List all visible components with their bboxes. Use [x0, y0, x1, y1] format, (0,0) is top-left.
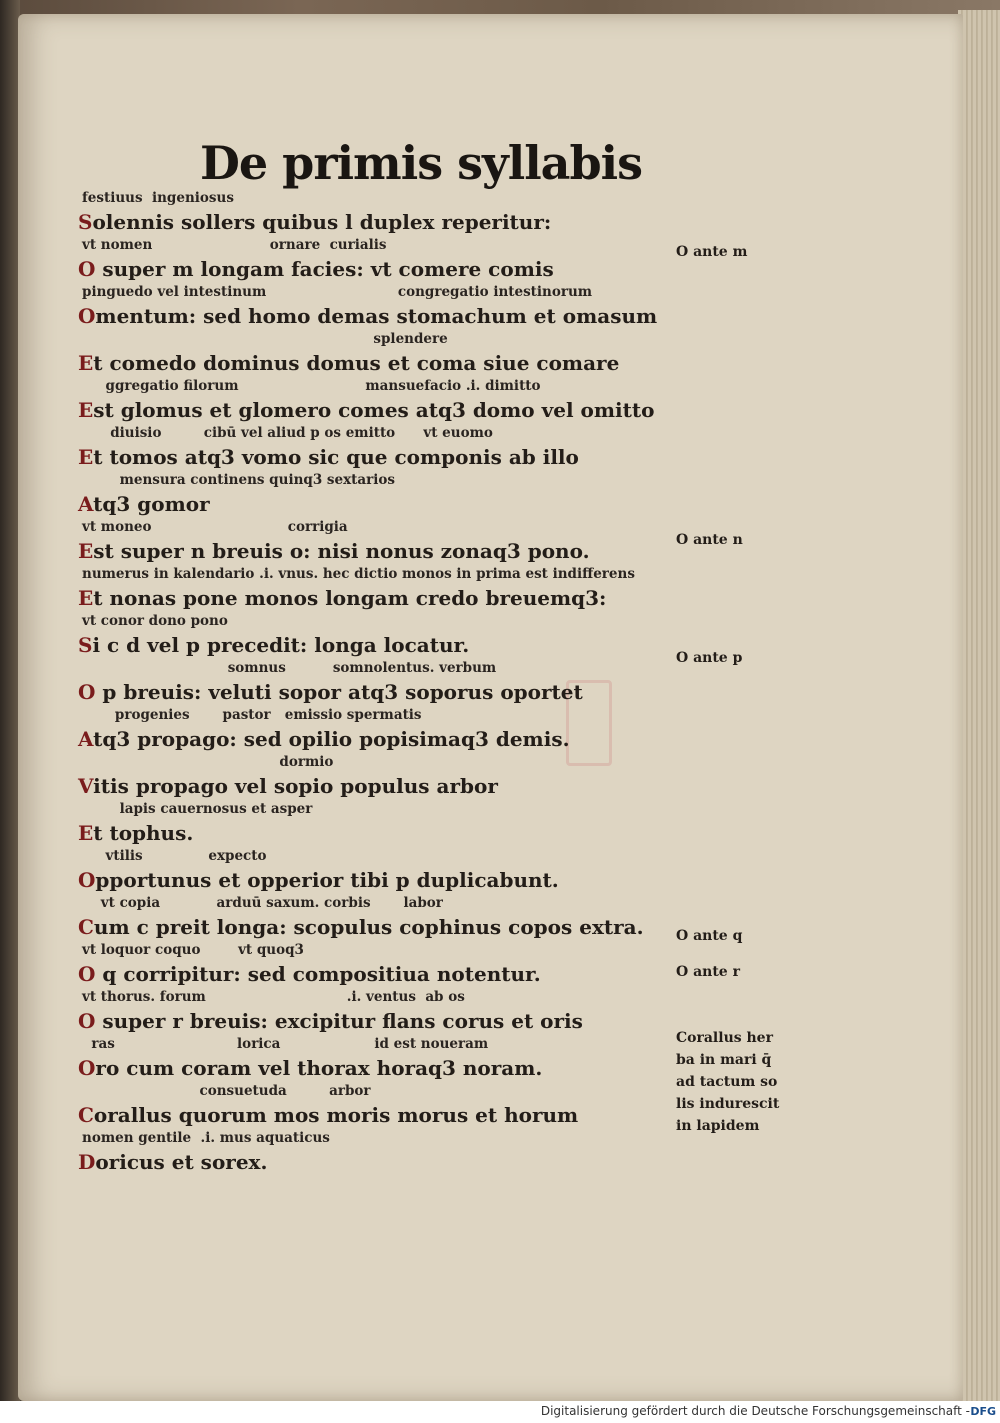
line-text: ro cum coram vel thorax horaq3 noram. — [95, 1056, 543, 1080]
line-text: splendere — [82, 331, 448, 347]
dfg-logo: DFG — [970, 1405, 996, 1418]
line-text: somnus somnolentus. verbum — [82, 660, 497, 676]
margin-note: in lapidem — [676, 1118, 760, 1134]
gloss-line — [82, 895, 443, 911]
verse-line — [78, 304, 657, 328]
page-title: De primis syllabis — [200, 136, 643, 190]
line-text: vt copia arduū saxum. corbis labor — [82, 895, 443, 911]
verse-line — [78, 586, 606, 610]
line-text: orallus quorum mos moris morus et horum — [93, 1103, 579, 1127]
margin-note: ad tactum so — [676, 1074, 778, 1090]
gloss-line — [82, 190, 234, 206]
line-text: st super n breuis o: nisi nonus zonaq3 pono. — [93, 539, 590, 563]
line-text: mentum: sed homo demas stomachum et omasum — [95, 304, 658, 328]
line-text: tq3 propago: sed opilio popisimaq3 demis. — [93, 727, 570, 751]
gloss-line — [82, 613, 228, 629]
line-text: pportunus et opperior tibi p duplicabunt. — [95, 868, 559, 892]
gloss-line — [82, 519, 348, 535]
verse-line — [78, 257, 554, 281]
verse-line — [78, 492, 210, 516]
line-text: p breuis: veluti sopor atq3 soporus oportet — [95, 680, 583, 704]
line-text: t tomos atq3 vomo sic que componis ab illo — [93, 445, 579, 469]
initial-letter: V — [78, 774, 94, 798]
initial-letter: E — [78, 821, 94, 845]
line-text: festiuus ingeniosus — [82, 190, 234, 206]
gloss-line — [82, 1036, 488, 1052]
line-text: progenies pastor emissio spermatis — [82, 707, 422, 723]
initial-letter: O — [78, 257, 96, 281]
verse-line — [78, 821, 193, 845]
line-text: numerus in kalendario .i. vnus. hec dictio monos in prima est indifferens — [82, 566, 635, 582]
margin-note: ba in mari q̄ — [676, 1052, 772, 1068]
margin-note: Corallus her — [676, 1030, 773, 1046]
initial-letter: E — [78, 586, 94, 610]
gloss-line — [82, 942, 304, 958]
verse-line — [78, 1150, 267, 1174]
initial-letter: O — [78, 304, 96, 328]
verse-line — [78, 774, 498, 798]
verse-line — [78, 868, 559, 892]
gloss-line — [82, 237, 386, 253]
gloss-line — [82, 1083, 371, 1099]
verse-line — [78, 1056, 542, 1080]
line-text: tq3 gomor — [93, 492, 210, 516]
gloss-line — [82, 378, 541, 394]
gloss-line — [82, 989, 465, 1005]
initial-letter: C — [78, 915, 94, 939]
initial-letter: E — [78, 539, 94, 563]
line-text: super r breuis: excipitur flans corus et oris — [95, 1009, 583, 1033]
verse-line — [78, 1009, 583, 1033]
line-text: lapis cauernosus et asper — [82, 801, 313, 817]
line-text: vt nomen ornare curialis — [82, 237, 387, 253]
line-text: consuetuda arbor — [82, 1083, 371, 1099]
initial-letter: S — [78, 633, 93, 657]
line-text: i c d vel p precedit: longa locatur. — [92, 633, 470, 657]
verse-line — [78, 539, 590, 563]
line-text: vt loquor coquo vt quoq3 — [82, 942, 304, 958]
line-text: ggregatio filorum mansuefacio .i. dimitto — [82, 378, 541, 394]
verse-line — [78, 962, 541, 986]
line-text: t nonas pone monos longam credo breuemq3: — [93, 586, 607, 610]
line-text: st glomus et glomero comes atq3 domo vel omitto — [93, 398, 655, 422]
line-text: vtilis expecto — [82, 848, 267, 864]
gloss-line — [82, 801, 312, 817]
page-edges — [958, 10, 1000, 1402]
margin-note: O ante r — [676, 964, 740, 980]
verse-line — [78, 633, 469, 657]
gloss-line — [82, 848, 267, 864]
initial-letter: A — [78, 727, 94, 751]
line-text: pinguedo vel intestinum congregatio intestinorum — [82, 284, 593, 300]
line-text: oricus et sorex. — [95, 1150, 268, 1174]
verse-line — [78, 445, 579, 469]
verse-line — [78, 210, 551, 234]
margin-note: O ante q — [676, 928, 743, 944]
line-text: vt thorus. forum .i. ventus ab os — [82, 989, 465, 1005]
initial-letter: O — [78, 680, 96, 704]
line-text: q corripitur: sed compositiua notentur. — [95, 962, 541, 986]
gloss-line — [82, 660, 496, 676]
verse-line — [78, 351, 619, 375]
gloss-line — [82, 566, 635, 582]
initial-letter: O — [78, 1009, 96, 1033]
line-text: vt conor dono pono — [82, 613, 228, 629]
line-text: um c preit longa: scopulus cophinus copos extra. — [93, 915, 644, 939]
initial-letter: C — [78, 1103, 94, 1127]
gloss-line — [82, 754, 333, 770]
line-text: vt moneo corrigia — [82, 519, 348, 535]
initial-letter: S — [78, 210, 93, 234]
gloss-line — [82, 425, 493, 441]
margin-note: O ante n — [676, 532, 743, 548]
margin-note: lis indurescit — [676, 1096, 780, 1112]
verse-line — [78, 915, 644, 939]
initial-letter: E — [78, 351, 94, 375]
margin-note: O ante m — [676, 244, 748, 260]
line-text: itis propago vel sopio populus arbor — [93, 774, 498, 798]
footer-credit: Digitalisierung gefördert durch die Deutsche Forschungsgemeinschaft - — [540, 1404, 970, 1418]
initial-letter: O — [78, 962, 96, 986]
line-text: mensura continens quinq3 sextarios — [82, 472, 395, 488]
gloss-line — [82, 1130, 330, 1146]
initial-letter: O — [78, 1056, 96, 1080]
verse-line — [78, 398, 654, 422]
line-text: ras lorica id est noueram — [82, 1036, 489, 1052]
initial-letter: D — [78, 1150, 96, 1174]
gloss-line — [82, 707, 422, 723]
gloss-line — [82, 472, 395, 488]
verse-line — [78, 727, 570, 751]
line-text: olennis sollers quibus l duplex reperitur: — [92, 210, 552, 234]
line-text: nomen gentile .i. mus aquaticus — [82, 1130, 330, 1146]
initial-letter: E — [78, 445, 94, 469]
line-text: super m longam facies: vt comere comis — [95, 257, 554, 281]
verse-line — [78, 680, 583, 704]
gloss-line — [82, 284, 592, 300]
initial-letter: O — [78, 868, 96, 892]
line-text: diuisio cibū vel aliud p os emitto vt euomo — [82, 425, 493, 441]
book-spine-edge — [0, 0, 20, 1423]
gloss-line — [82, 331, 448, 347]
margin-note: O ante p — [676, 650, 743, 666]
initial-letter: A — [78, 492, 94, 516]
initial-letter: E — [78, 398, 94, 422]
line-text: t comedo dominus domus et coma siue comare — [93, 351, 620, 375]
line-text: dormio — [82, 754, 334, 770]
verse-line — [78, 1103, 578, 1127]
line-text: t tophus. — [93, 821, 194, 845]
